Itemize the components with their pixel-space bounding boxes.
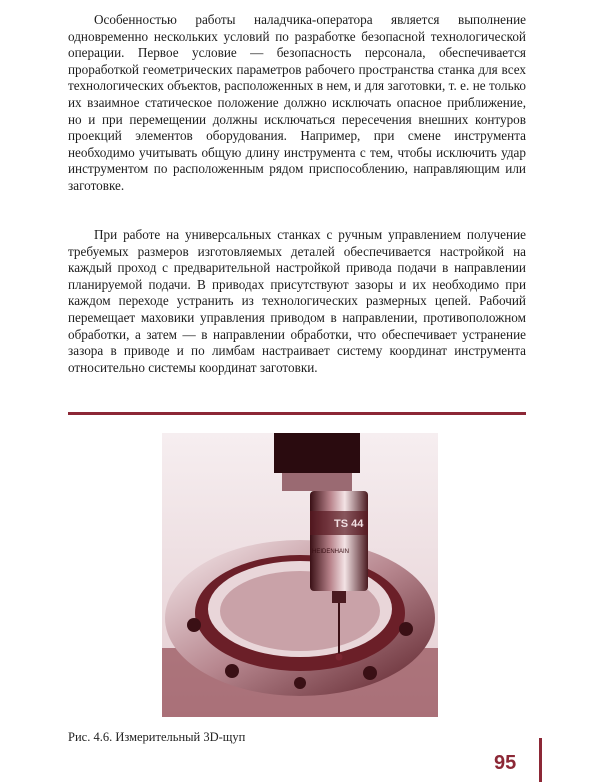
probe-illustration [162,433,438,717]
page-number: 95 [494,752,517,774]
probe-label: TS 44 [334,518,364,530]
figure-caption: Рис. 4.6. Измерительный 3D-щуп [68,730,246,744]
probe-brand: HEIDENHAIN [312,549,350,555]
page-number-rule [539,738,542,782]
paragraph-1: Особенностью работы наладчика-оператора является выполнение одновременно нескольких условий по разработке безопасной технологической операции. Первое условие — безопасность персонала, обеспечивается проработкой геометрических параметров рабочего пространства станка для всех технологических объектов, расположенных в нем, и для заготовки, т. е. не только их взаимное статическое положение должно исключать опасное приближение, но и при перемещении должны исключаться пересечения внешних контуров проекций элементов оборудования. Например, при смене инструмента необходимо учитывать общую длину инструмента с тем, чтобы исключить удар инструментом по расположенным рядом приспособлению, направляющим или заготовке. [68,12,526,193]
figure-photo [162,433,438,717]
paragraph-2: При работе на универсальных станках с ручным управлением получение требуемых размеров изготовляемых деталей обеспечивается настройкой на каждый проход с предварительной настройкой привода подачи в направлении планируемой подачи. В приводах присутствуют зазоры и их необходимо при каждом переходе устранить из технологических размерных цепей. Рабочий перемещает маховики управления приводом в направлении, противоположном обработки, а затем — в направлении обработки, что обеспечивает устранение зазора в приводе и по лимбам настраивает систему координат инструмента относительно системы координат заготовки. [68,227,526,375]
section-divider [68,412,526,415]
